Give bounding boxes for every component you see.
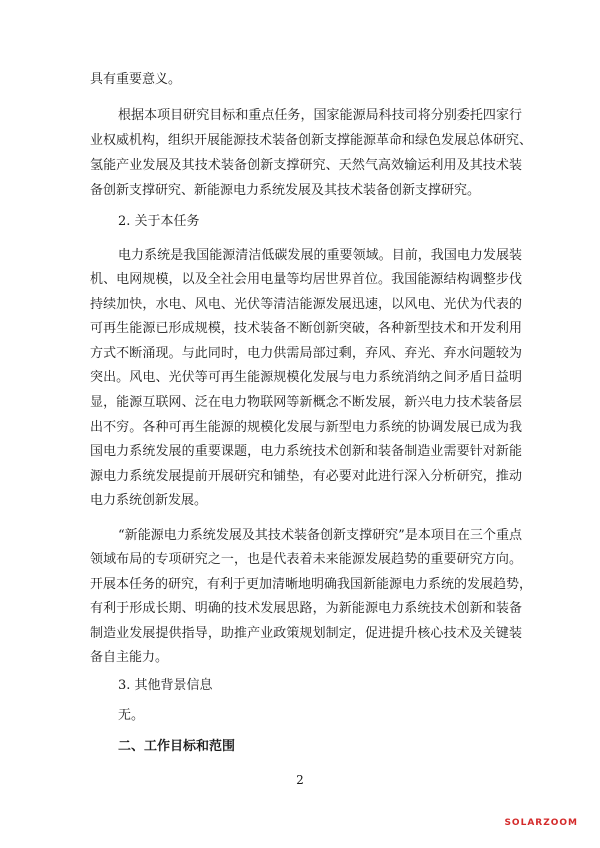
- section-heading: 3. 其他背景信息: [118, 678, 213, 693]
- paragraph-line: 具有重要意义。: [90, 72, 182, 87]
- paragraph-line: 开展本任务的研究，有利于更加清晰地明确我国新能源电力系统的发展趋势，: [90, 577, 533, 592]
- paragraph-line: “新能源电力系统发展及其技术装备创新支撑研究”是本项目在三个重点: [118, 528, 522, 543]
- page-number: 2: [296, 773, 304, 787]
- paragraph-line: 可再生能源已形成规模，技术装备不断创新突破，各种新型技术和开发利用: [90, 321, 522, 336]
- paragraph-line: 出不穷。各种可再生能源的规模化发展与新型电力系统的协调发展已成为我: [90, 420, 522, 435]
- paragraph-line: 无。: [118, 708, 145, 723]
- paragraph-line: 源电力系统发展提前开展研究和铺垫，有必要对此进行深入分析研究，推动: [90, 469, 522, 484]
- paragraph-line: 备自主能力。: [90, 650, 169, 665]
- watermark-logo: SOLARZOOM: [504, 818, 578, 828]
- paragraph-line: 氢能产业发展及其技术装备创新支撑研究、天然气高效输运利用及其技术装: [90, 158, 522, 173]
- section-heading: 2. 关于本任务: [118, 214, 200, 229]
- paragraph-line: 国电力系统发展的重要课题，电力系统技术创新和装备制造业需要针对新能: [90, 444, 522, 459]
- paragraph-line: 根据本项目研究目标和重点任务，国家能源局科技司将分别委托四家行: [118, 108, 522, 123]
- paragraph-line: 领域布局的专项研究之一，也是代表着未来能源发展趋势的重要研究方向。: [90, 552, 522, 567]
- paragraph-line: 电力系统是我国能源清洁低碳发展的重要领域。目前，我国电力发展装: [118, 248, 522, 263]
- paragraph-line: 显，能源互联网、泛在电力物联网等新概念不断发展，新兴电力技术装备层: [90, 395, 522, 410]
- paragraph-line: 方式不断涌现。与此同时，电力供需局部过剩，弃风、弃光、弃水问题较为: [90, 346, 522, 361]
- paragraph-line: 机、电网规模，以及全社会用电量等均居世界首位。我国能源结构调整步伐: [90, 272, 522, 287]
- chapter-heading: 二、工作目标和范围: [118, 739, 236, 754]
- paragraph-line: 备创新支撑研究、新能源电力系统发展及其技术装备创新支撑研究。: [90, 183, 481, 198]
- paragraph-line: 有利于形成长期、明确的技术发展思路，为新能源电力系统技术创新和装备: [90, 601, 522, 616]
- paragraph-line: 持续加快，水电、风电、光伏等清洁能源发展迅速，以风电、光伏为代表的: [90, 297, 522, 312]
- paragraph-line: 电力系统创新发展。: [90, 493, 208, 508]
- paragraph-line: 业权威机构，组织开展能源技术装备创新支撑能源革命和绿色发展总体研究、: [90, 133, 533, 148]
- paragraph-line: 突出。风电、光伏等可再生能源规模化发展与电力系统消纳之间矛盾日益明: [90, 370, 522, 385]
- paragraph-line: 制造业发展提供指导，助推产业政策规划制定，促进提升核心技术及关键装: [90, 626, 522, 641]
